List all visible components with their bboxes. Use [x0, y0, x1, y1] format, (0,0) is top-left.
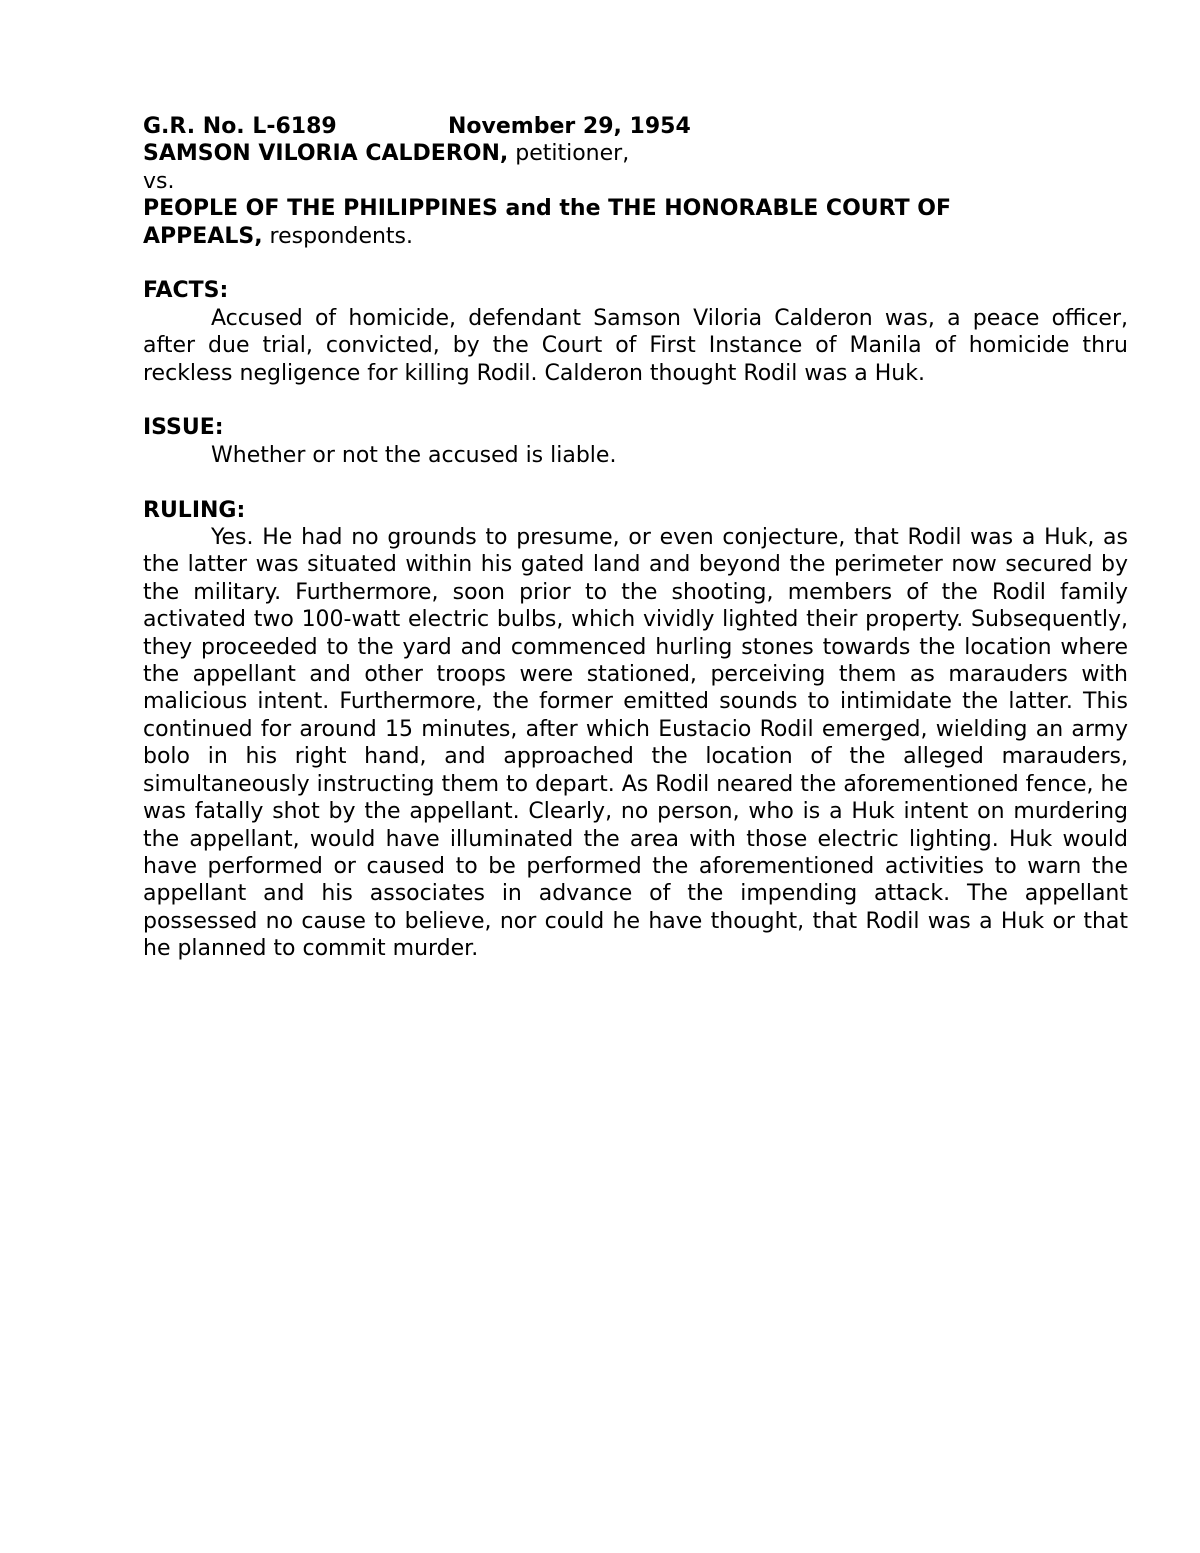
facts-text: Accused of homicide, defendant Samson Viloria Calderon was, a peace officer, after due trial, convicted, by the Court of First Instance of Manila of homicide thru reckless negligence for killing Rodil. Calderon thought Rodil was a Huk.	[143, 305, 1128, 386]
facts-heading: FACTS:	[143, 278, 229, 304]
respondents-name: APPEALS,	[143, 223, 263, 249]
petitioner-role: petitioner,	[508, 141, 630, 167]
case-header	[143, 113, 1128, 140]
respondents-role: respondents.	[262, 223, 414, 249]
document-page	[143, 113, 1128, 963]
case-number: G.R. No. L-6189	[143, 114, 337, 139]
respondents-line-2	[143, 223, 1128, 250]
petitioner-name: SAMSON VILORIA CALDERON,	[143, 141, 509, 167]
spacer	[143, 387, 1128, 414]
spacer	[143, 250, 1128, 277]
petitioner-line	[143, 140, 1128, 167]
respondents-line-1: PEOPLE OF THE PHILIPPINES and the THE HONORABLE COURT OF	[143, 196, 951, 222]
ruling-heading: RULING:	[143, 497, 246, 523]
spacer	[143, 469, 1128, 496]
case-date: November 29, 1954	[448, 114, 691, 139]
versus: vs.	[143, 168, 175, 194]
issue-text: Whether or not the accused is liable.	[211, 442, 617, 468]
ruling-text: Yes. He had no grounds to presume, or even conjecture, that Rodil was a Huk, as the latter was situated within his gated land and beyond the perimeter now secured by the military. Furthermore, soon prior to the shooting, members of the Rodil family activated two 100-watt electric bulbs, which vividly lighted their property. Subsequently, they proceeded to the yard and commenced hurling stones towards the location where the appellant and other troops were stationed, perceiving them as marauders with malicious intent. Furthermore, the former emitted sounds to intimidate the latter. This continued for around 15 minutes, after which Eustacio Rodil emerged, wielding an army bolo in his right hand, and approached the location of the alleged marauders, simultaneously instructing them to depart. As Rodil neared the aforementioned fence, he was fatally shot by the appellant. Clearly, no person, who is a Huk intent on murdering the appellant, would have illuminated the area with those electric lighting. Huk would have performed or caused to be performed the aforementioned activities to warn the appellant and his associates in advance of the impending attack. The appellant possessed no cause to believe, nor could he have thought, that Rodil was a Huk or that he planned to commit murder.	[143, 525, 1128, 962]
issue-heading: ISSUE:	[143, 415, 224, 441]
